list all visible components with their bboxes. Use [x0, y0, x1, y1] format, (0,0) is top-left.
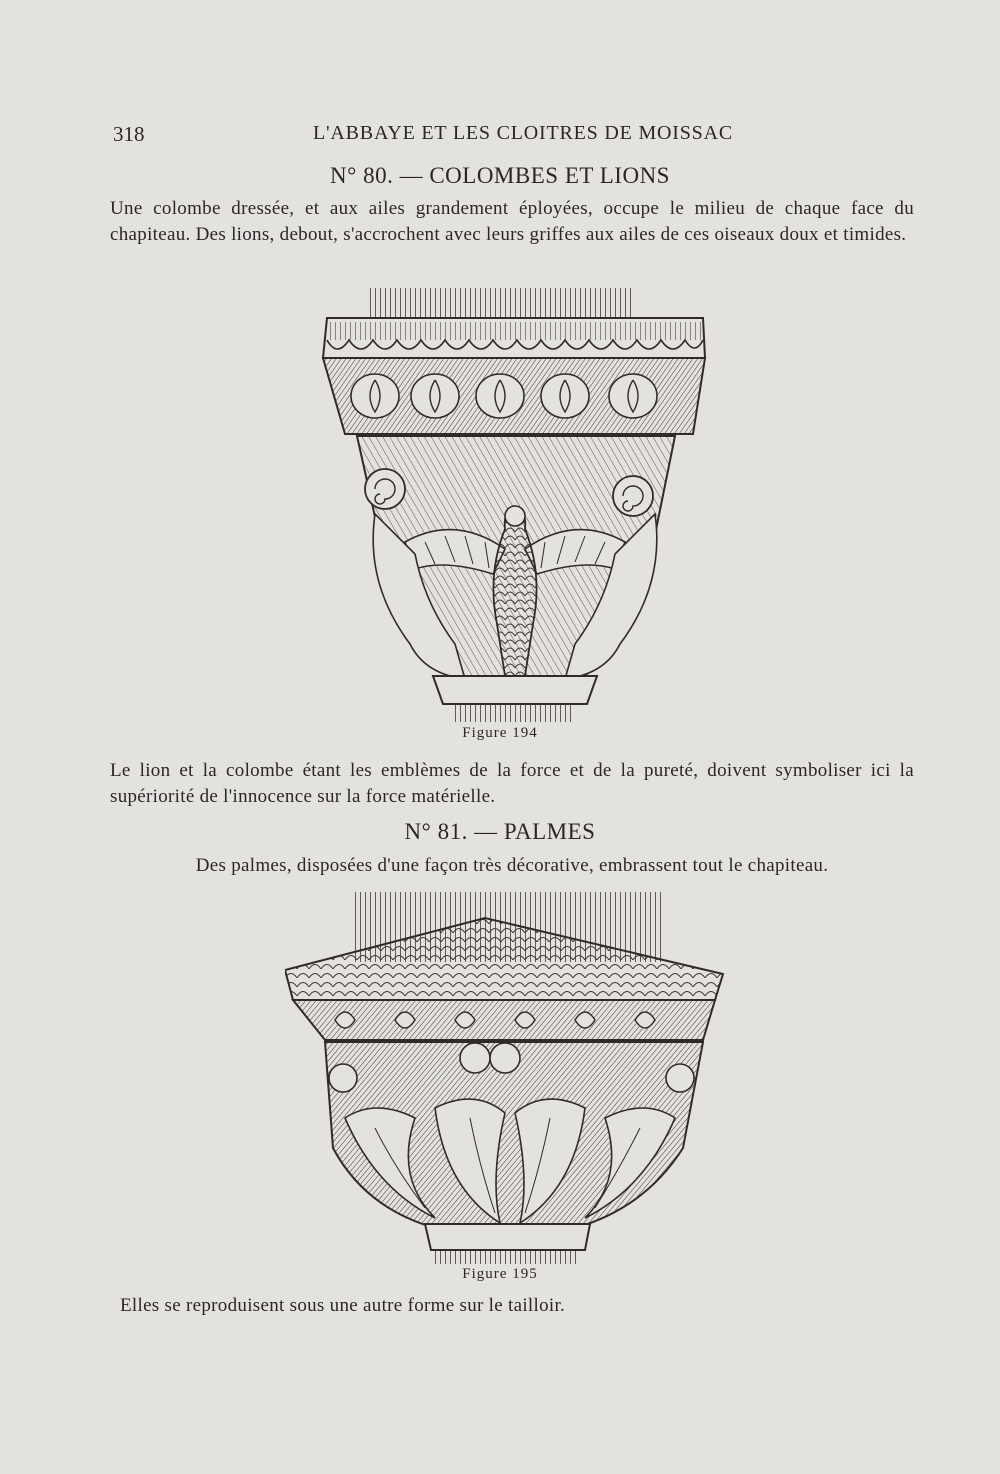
section-81-closing: Elles se reproduisent sous une autre forme sur le tailloir. [120, 1295, 566, 1316]
figure-195-engraving [285, 888, 725, 1266]
section-80-description: Une colombe dressée, et aux ailes grandement éployées, occupe le milieu de chaque face du chapiteau. Des lions, debout, s'accrochent avec leurs griffes aux ailes de ces oiseaux doux et timides. [110, 198, 914, 245]
figure-194-caption: Figure 194 [462, 725, 538, 741]
section-80-heading: N° 80. — COLOMBES ET LIONS [330, 163, 670, 188]
running-title: L'ABBAYE ET LES CLOITRES DE MOISSAC [313, 122, 733, 144]
section-81-description: Des palmes, disposées d'une façon très décorative, embrassent tout le chapiteau. [195, 855, 829, 876]
running-head [113, 122, 913, 152]
page-number: 318 [113, 122, 145, 146]
section-80-interpretation: Le lion et la colombe étant les emblèmes de la force et de la pureté, doivent symboliser ici la supériorité de l'innocence sur la force matérielle. [110, 760, 914, 807]
section-81-heading: N° 81. — PALMES [404, 819, 596, 844]
figure-194-engraving [315, 284, 715, 724]
figure-195-caption: Figure 195 [462, 1266, 538, 1282]
